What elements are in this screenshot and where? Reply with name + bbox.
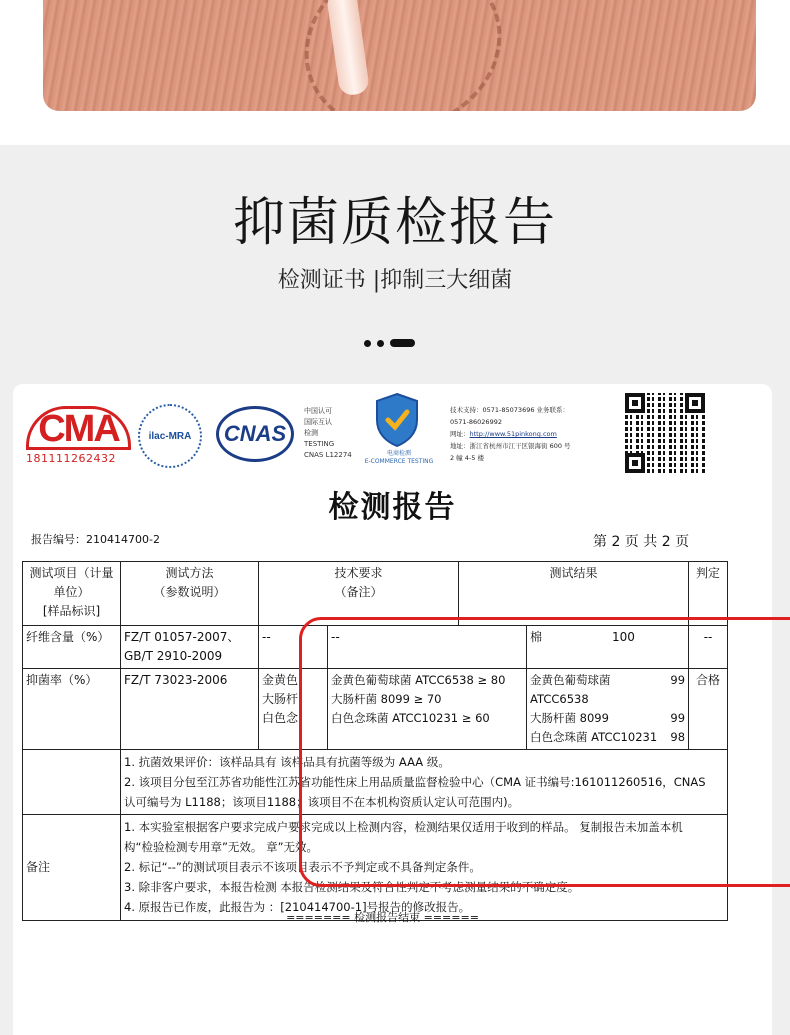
ilac-logo: ilac-MRA bbox=[138, 404, 202, 468]
anti-req-full-2: 大肠杆菌 8099 ≥ 70 bbox=[331, 692, 442, 706]
fiber-method-l1: FZ/T 01057-2007、 bbox=[124, 630, 240, 644]
fabric-seam bbox=[280, 0, 526, 111]
fabric-photo bbox=[43, 0, 756, 111]
header-method bbox=[121, 562, 259, 626]
header-requirement bbox=[259, 562, 459, 626]
anti-result-3-name: 白色念珠菌 ATCC10231 bbox=[530, 730, 658, 744]
header-item-l3: [样品标识] bbox=[42, 604, 101, 618]
page-number: 第 2 页 共 2 页 bbox=[593, 534, 690, 550]
remark-5: 4. 原报告已作废，此报告为 ：[210414700-1]号报告的修改报告。 bbox=[124, 900, 471, 914]
page-title: 抑菌质检报告 bbox=[232, 193, 557, 253]
report-title: 检测报告 bbox=[328, 490, 457, 525]
note-1: 1. 抗菌效果评价：该样品具有 该样品具有抗菌等级为 AAA 级。 bbox=[124, 755, 450, 769]
header-item bbox=[23, 562, 121, 626]
cnas-info: 中国认可 国际互认 检测 TESTING CNAS L12274 bbox=[304, 407, 352, 459]
anti-req-short-1: 金黄色 bbox=[262, 673, 299, 687]
remark-2: 构“检验检测专用章”无效。 章”无效。 bbox=[124, 840, 319, 854]
header-method-l1: 测试方法 bbox=[165, 566, 214, 580]
fiber-result-name: 棉 bbox=[530, 630, 543, 644]
contact-phone: 技术支持：0571-85073696 业务联系： bbox=[450, 406, 570, 414]
report-number: 报告编号：210414700-2 bbox=[31, 533, 160, 546]
page-subtitle: 检测证书 |抑制三大细菌 bbox=[277, 268, 513, 293]
carousel-dot-2[interactable] bbox=[377, 340, 384, 347]
fiber-result-value: 100 bbox=[612, 630, 635, 644]
qr-finder-tr bbox=[685, 393, 705, 413]
cma-number: 181111262432 bbox=[26, 452, 116, 465]
anti-req-full-1: 金黄色葡萄球菌 ATCC6538 ≥ 80 bbox=[331, 673, 506, 687]
contact-address-2: 2 幢 4-5 楼 bbox=[450, 454, 484, 462]
fiber-verdict: -- bbox=[689, 626, 728, 669]
product-photo-area bbox=[0, 0, 790, 145]
anti-req-full-3: 白色念珠菌 ATCC10231 ≥ 60 bbox=[331, 711, 490, 725]
table-header-row bbox=[23, 562, 728, 626]
carousel-dot-3-active[interactable] bbox=[390, 339, 415, 347]
note-3: 认可编号为 L1188；该项目1188；该项目不在本机构资质认定认可范围内)。 bbox=[124, 795, 520, 809]
cnas-logo: CNAS bbox=[216, 406, 294, 462]
fiber-req: -- bbox=[259, 626, 328, 669]
header-req-l1: 技术要求 bbox=[334, 566, 383, 580]
header-item-l1: 测试项目（计量 bbox=[29, 566, 114, 580]
contact-web-label: 网址： bbox=[450, 430, 470, 438]
contact-web-link[interactable]: http://www.51pinkong.com bbox=[469, 430, 557, 438]
contact-address: 地址：浙江省杭州市江干区银海街 600 号 bbox=[450, 442, 571, 450]
fiber-item: 纤维含量（%） bbox=[23, 626, 121, 669]
header-result: 测试结果 bbox=[459, 562, 689, 626]
anti-req-short-2: 大肠杆 bbox=[262, 692, 299, 706]
qr-code-icon bbox=[625, 393, 705, 473]
header-method-l2: （参数说明） bbox=[153, 585, 226, 599]
report-logos bbox=[13, 384, 772, 484]
qr-finder-tl bbox=[625, 393, 645, 413]
remark-4: 3. 除非客户要求，本报告检测 本报告检测结果及符合性判定不考虑测量结果的不确定度。 bbox=[124, 880, 580, 894]
highlight-frame bbox=[299, 617, 790, 887]
anti-item: 抑菌率（%） bbox=[23, 669, 121, 750]
shield-check-icon bbox=[373, 392, 421, 448]
notes-empty bbox=[23, 750, 121, 815]
anti-result-1-value: 99 bbox=[670, 673, 686, 687]
anti-verdict: 合格 bbox=[689, 669, 728, 750]
anti-result-3-value: 98 bbox=[670, 730, 686, 744]
anti-result-1-name: 金黄色葡萄球菌 ATCC6538 bbox=[530, 673, 611, 706]
remark-label: 备注 bbox=[23, 815, 121, 921]
anti-result-2-name: 大肠杆菌 8099 bbox=[530, 711, 609, 725]
cma-mark: CMA bbox=[26, 406, 131, 450]
carousel-dots bbox=[364, 338, 415, 348]
fiber-method bbox=[121, 626, 259, 669]
header-item-l2: 单位） bbox=[53, 585, 90, 599]
ecommerce-testing-label: 电商检测 E-COMMERCE TESTING bbox=[364, 450, 434, 465]
report-end: ======= 检测报告结束 ====== bbox=[286, 911, 479, 924]
remark-1: 1. 本实验室根据客户要求完成户要求完成以上检测内容，检测结果仅适用于收到的样品。 复制报告未加盖本机 bbox=[124, 820, 683, 834]
qr-finder-bl bbox=[625, 453, 645, 473]
anti-method: FZ/T 73023-2006 bbox=[121, 669, 259, 750]
anti-result-2-value: 99 bbox=[670, 711, 686, 725]
carousel-dot-1[interactable] bbox=[364, 340, 371, 347]
cma-logo bbox=[26, 406, 131, 465]
note-2: 2. 该项目分包至江苏省功能性江苏省功能性床上用品质量监督检验中心（CMA 证书编号:161011260516，CNAS bbox=[124, 775, 706, 789]
fiber-method-l2: GB/T 2910-2009 bbox=[124, 649, 223, 663]
anti-req-short-3: 白色念 bbox=[262, 711, 299, 725]
lab-contact bbox=[450, 404, 571, 464]
contact-web bbox=[450, 428, 571, 440]
header-verdict: 判定 bbox=[689, 562, 728, 626]
fiber-req-full: -- bbox=[328, 626, 527, 669]
remark-3: 2. 标记“--”的测试项目表示不该项目表示不予判定或不具备判定条件。 bbox=[124, 860, 481, 874]
header-req-l2: （备注） bbox=[334, 585, 383, 599]
contact-phone-2: 0571-86026992 bbox=[450, 418, 502, 426]
